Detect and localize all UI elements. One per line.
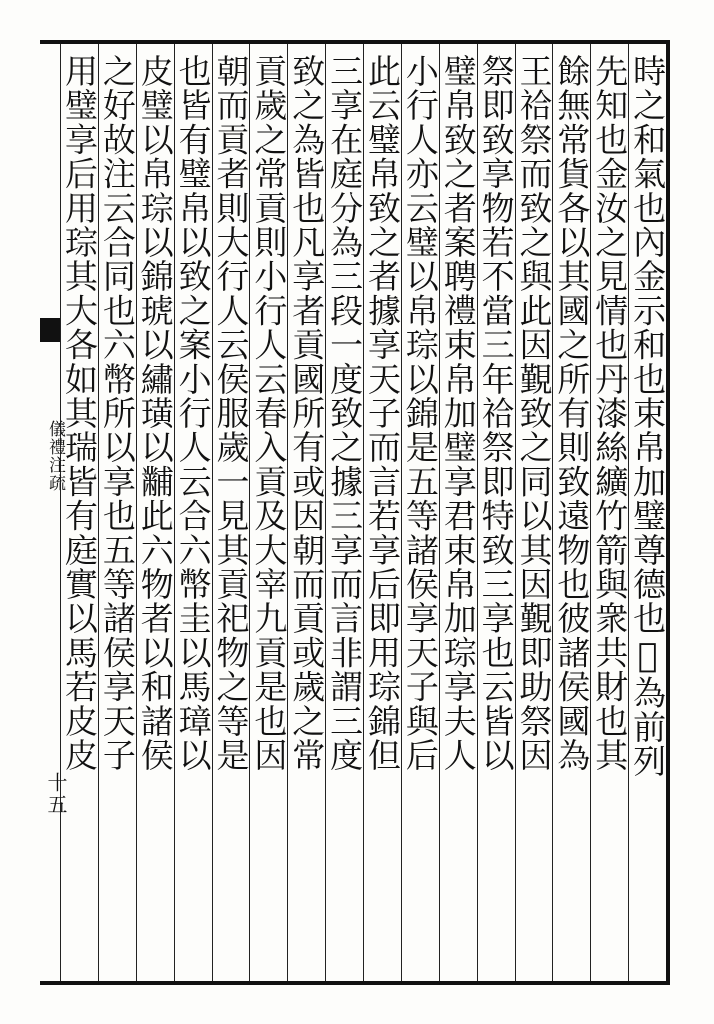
text-column: 致之為皆也凡享者貢國所有或因朝而貢或歲之常 xyxy=(287,54,327,773)
text-column: 用璧享后用琮其大各如其瑞皆有庭實以馬若皮皮 xyxy=(60,54,99,773)
text-column: 時之和氣也內金示和也束帛加璧尊德也𨕖為前列 xyxy=(628,54,668,779)
fish-tail-mark xyxy=(40,318,60,342)
text-column: 祭即致享物若不當三年祫祭即特致三享也云皆以 xyxy=(476,54,516,773)
text-column: 三享在庭分為三段一度致之據三享而言非謂三度 xyxy=(325,54,365,773)
text-block xyxy=(60,44,666,981)
margin-book-title: 儀禮注疏 xyxy=(45,420,65,492)
text-column: 小行人亦云璧以帛琮以錦是五等諸侯享天子與后 xyxy=(400,54,440,773)
text-column: 餘無常貨各以其國之所有則致遠物也彼諸侯國為 xyxy=(552,54,592,773)
text-column: 也皆有璧帛以致之案小行人云合六幣圭以馬璋以 xyxy=(173,54,213,773)
text-column: 貢歲之常貢則小行人云春入貢及大宰九貢是也因 xyxy=(249,54,289,773)
text-column: 璧帛致之者案聘禮束帛加璧享君束帛加琮享夫人 xyxy=(438,54,478,773)
text-column: 先知也金汝之見情也丹漆絲纊竹箭與衆共財也其 xyxy=(590,54,630,773)
margin-strip xyxy=(40,44,65,981)
text-column: 之好故注云合同也六幣所以享也五等諸侯享天子 xyxy=(97,54,137,773)
margin-page-number: 十五 xyxy=(44,772,68,816)
text-column: 此云璧帛致之者據享天子而言若享后即用琮錦但 xyxy=(363,54,402,773)
text-column: 朝而貢者則大行人云侯服歲一見其貢祀物之等是 xyxy=(211,54,251,773)
text-column: 皮璧以帛琮以錦琥以繡璜以黼此六物者以和諸侯 xyxy=(135,54,175,773)
text-column: 王祫祭而致之與此因覲致之同以其因覲即助祭因 xyxy=(514,54,554,773)
